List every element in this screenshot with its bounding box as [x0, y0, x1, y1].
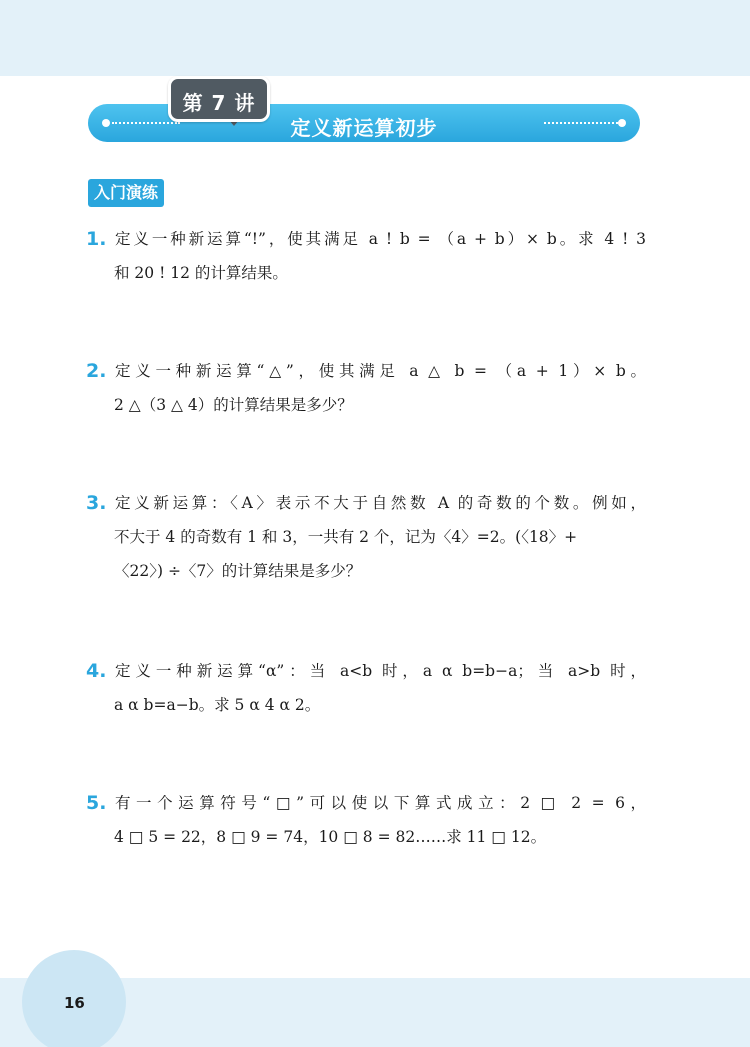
- problem-text-line: 有一个运算符号“□”可以使以下算式成立：2 □ 2 = 6，: [115, 794, 646, 812]
- problem-text-line: a α b=a−b。求 5 α 4 α 2。: [114, 696, 321, 714]
- section-label: 入门演练: [88, 179, 164, 207]
- problem-text-line: 定义一种新运算“α”：当 a<b 时，a α b=b−a；当 a>b 时，: [115, 662, 646, 680]
- lesson-tag: [168, 76, 270, 122]
- problem-text-line: 定义一种新运算“△”，使其满足 a △ b = （a + 1）× b。: [115, 362, 646, 380]
- problem-4: [86, 654, 646, 722]
- problem-2: [86, 354, 646, 422]
- problem-5: [86, 786, 646, 854]
- problem-text-line: 不大于 4 的奇数有 1 和 3，一共有 2 个，记为〈4〉=2。(〈18〉+: [114, 528, 578, 546]
- lesson-tag-label: 第 7 讲: [182, 91, 256, 115]
- page-title: 定义新运算初步: [290, 116, 438, 140]
- problem-3: [86, 486, 646, 588]
- problem-text-line: 定义新运算：〈A〉表示不大于自然数 A 的奇数的个数。例如，: [115, 494, 646, 512]
- problem-text-line: 〈22〉) ÷〈7〉的计算结果是多少？: [114, 562, 362, 580]
- problem-number: 3.: [86, 492, 107, 514]
- problem-1: [86, 222, 646, 290]
- problem-text-line: 定义一种新运算“!”，使其满足 a ! b = （a + b）× b。求 4 ! 3: [115, 230, 646, 248]
- page-number: 16: [64, 994, 85, 1012]
- problem-text-line: 2 △（3 △ 4）的计算结果是多少？: [114, 396, 353, 414]
- problem-text-line: 4 □ 5 = 22，8 □ 9 = 74，10 □ 8 = 82……求 11 □ 12。: [114, 828, 547, 846]
- problem-text-line: 和 20 ! 12 的计算结果。: [114, 264, 288, 282]
- problem-number: 4.: [86, 660, 107, 682]
- problem-number: 5.: [86, 792, 107, 814]
- problem-number: 1.: [86, 228, 107, 250]
- top-band: [0, 0, 750, 76]
- problem-number: 2.: [86, 360, 107, 382]
